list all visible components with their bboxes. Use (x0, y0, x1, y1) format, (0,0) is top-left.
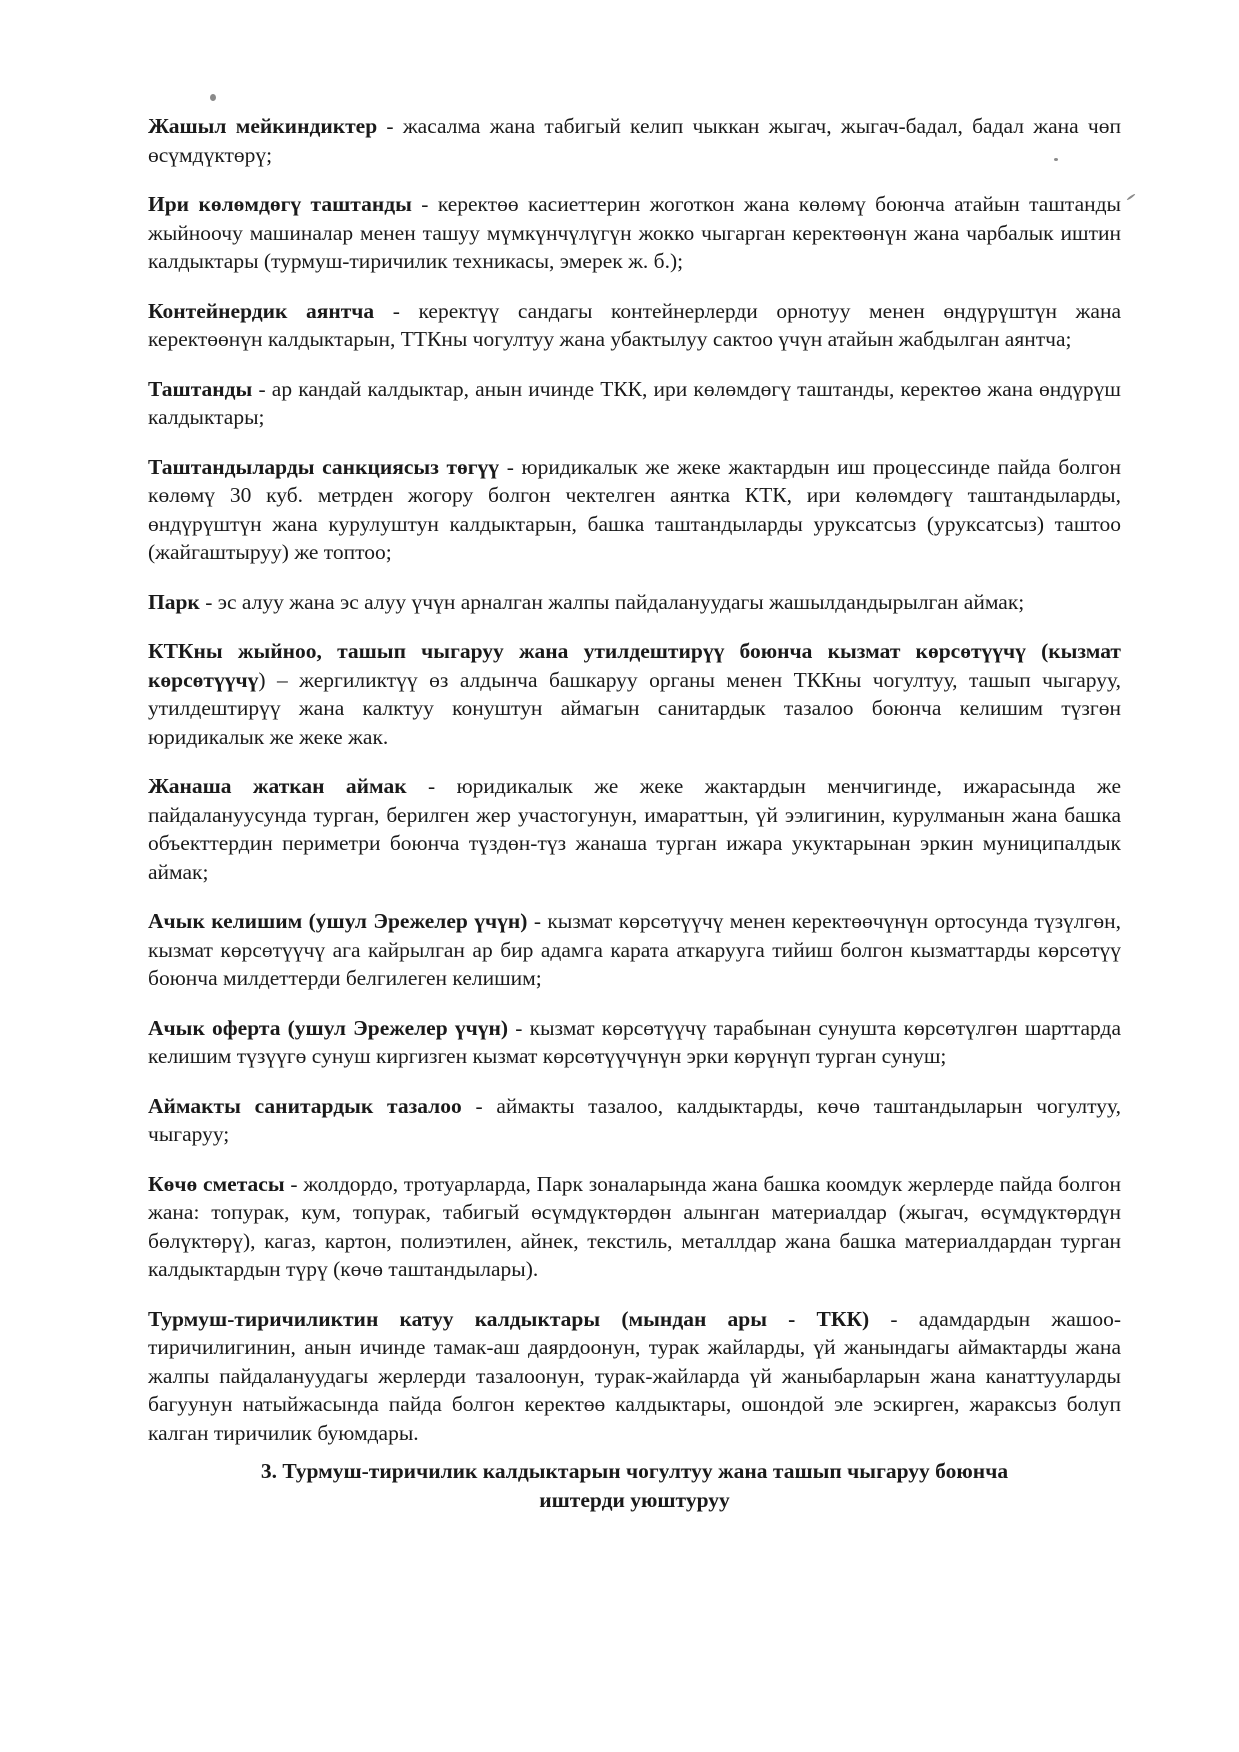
definition-waste (148, 375, 1121, 432)
definition-park (148, 588, 1121, 617)
definition-term: Турмуш-тиричиликтин катуу калдыктары (мындан ары - ТКК) (148, 1306, 870, 1331)
definition-text: - кызмат көрсөтүүчү тарабынан сунушта көрсөтүлгөн шарттарда келишим түзүүгө сунуш киргизген кызмат көрсөтүүчүнүн эрки көрүнүп турган сунуш; (148, 1015, 1122, 1068)
definition-term: Ачык келишим (ушул Эрежелер үчүн) (148, 909, 528, 933)
definition-text: - жасалма жана табигый келип чыккан жыгач, жыгач-бадал, бадал жана чөп өсүмдүктөрү; (148, 114, 1121, 167)
section-heading (148, 1457, 1121, 1514)
scan-speck (210, 94, 216, 101)
definition-adjacent-territory (148, 772, 1121, 886)
definition-public-contract (148, 907, 1121, 993)
definition-term: Таштанды (148, 376, 253, 401)
definition-text: - керектүү сандагы контейнерлерди орнотуу менен өндүрүштүн жана керектөөнүн калдыктарын, ТТКны чогултуу жана убактылуу сактоо үчүн атайын жабдылган аянтча; (148, 298, 1121, 351)
definition-text: - ар кандай калдыктар, анын ичинде ТКК, ири көлөмдөгү таштанды, керектөө жана өндүрүш калдыктары; (148, 376, 1121, 429)
section-heading-line: иштерди уюштуруу (539, 1487, 730, 1512)
definition-term: КТКны жыйноо, ташып чыгаруу жана утилдештирүү боюнча кызмат көрсөтүүчү (кызмат көрсөтүүчү (148, 639, 1121, 692)
definition-text: - жолдордо, тротуарларда, Парк зоналарында жана башка коомдук жерлерде пайда болгон жана: топурак, кум, топурак, табигый өсүмдүктөрдөн алынган материалдар (жыгач, өсүмдүктөрдүн бөлүктөрү), кагаз, картон, полиэтилен, айнек, текстиль, металлдар жана башка материалдардан турган калдыктардын түрү (көчө таштандылары). (148, 1171, 1121, 1281)
definition-term: Ири көлөмдөгү таштанды (148, 192, 412, 216)
definition-text: - керектөө касиеттерин жоготкон жана көлөмү боюнча атайын таштанды жыйноочу машиналар менен ташуу мүмкүнчүлүгүн жокко чыгарган керектөөнүн жана чарбалык иштин калдыктары (турмуш-тиричилик техникасы, эмерек ж. б.); (148, 192, 1121, 273)
definition-text: - адамдардын жашоо-тиричилигинин, анын ичинде тамак-аш даярдоонун, турак жайларды, үй жанындагы аймактарды жана жалпы пайдалануудагы жерлерди тазалоонун, турак-жайларда үй жаныбарларын жана канаттууларды багуунун натыйжасында пайда болгон керектөө калдыктары, ошондой эле эскирген, жараксыз болуп калган тиричилик буюмдары. (148, 1306, 1121, 1445)
definition-bulky-waste (148, 190, 1121, 276)
section-heading-line: 3. Турмуш-тиричилик калдыктарын чогултуу жана ташып чыгаруу боюнча (260, 1459, 1009, 1483)
definition-term: Аймакты санитардык тазалоо (148, 1093, 462, 1118)
definition-term: Контейнердик аянтча (148, 298, 375, 323)
scan-speck (1126, 193, 1135, 200)
definition-text: - юридикалык же жеке жактардын менчигинде, ижарасында же пайдалануусунда турган, берилген жер участогунун, имараттын, үй ээлигинин, курулманын жана башка объекттердин периметри боюнча түздөн-түз жанаша турган ижара укуктарынан эркин муниципалдык аймак; (148, 774, 1121, 884)
definition-term: Жанаша жаткан аймак (148, 774, 407, 798)
definition-unauthorized-dumping (148, 453, 1121, 567)
definition-term: Жашыл мейкиндиктер (148, 114, 378, 138)
definition-text: - кызмат көрсөтүүчү менен керектөөчүнүн ортосунда түзүлгөн, кызмат көрсөтүүчү ага кайрылган ар бир адамга карата аткарууга тийиш болгон кызматтарды көрсөтүү боюнча милдеттерди белгилеген келишим; (148, 909, 1121, 990)
definition-green-spaces (148, 112, 1121, 169)
definition-term: Көчө сметасы (148, 1171, 285, 1196)
definition-solid-household-waste (148, 1305, 1121, 1448)
definition-text: - юридикалык же жеке жактардын иш процессинде пайда болгон көлөмү 30 куб. метрден жогору болгон чектелген аянтка КТК, ири көлөмдөгү таштандыларды, өндүрүштүн жана курулуштун калдыктарын, башка таштандыларды уруксатсыз (уруксатсыз) таштоо (жайгаштыруу) же топтоо; (148, 454, 1121, 564)
definition-term: Парк (148, 589, 200, 614)
definition-text: ) – жергиликтүү өз алдынча башкаруу органы менен ТККны чогултуу, ташып чыгаруу, утилдештирүү жана калктуу конуштун аймагын санитардык тазалоо боюнча келишим түзгөн юридикалык же жеке жак. (148, 667, 1121, 749)
definition-text: - эс алуу жана эс алуу үчүн арналган жалпы пайдалануудагы жашылдандырылган аймак; (199, 589, 1025, 614)
definition-text: - аймакты тазалоо, калдыктарды, көчө таштандыларын чогултуу, чыгаруу; (148, 1093, 1121, 1146)
definition-public-offer (148, 1014, 1121, 1071)
document-page (148, 112, 1121, 1514)
definition-container-site (148, 297, 1121, 354)
definition-street-sweepings (148, 1170, 1121, 1284)
definition-sanitary-cleaning (148, 1092, 1121, 1149)
definition-term: Ачык оферта (ушул Эрежелер үчүн) (148, 1015, 509, 1040)
definition-service-provider (148, 637, 1121, 751)
definition-term: Таштандыларды санкциясыз төгүү (148, 454, 500, 479)
